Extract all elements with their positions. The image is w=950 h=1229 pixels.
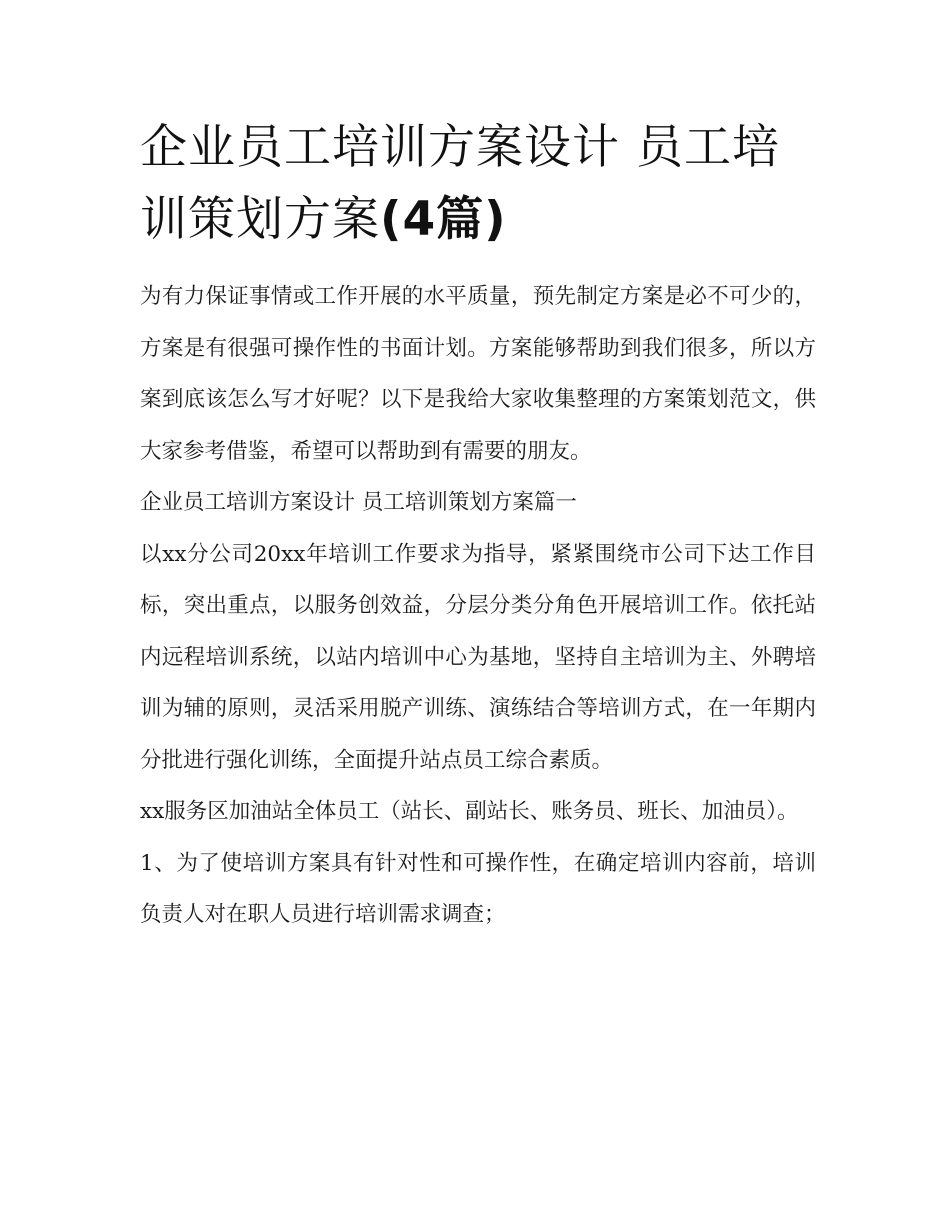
document-title-text: 企业员工培训方案设计 员工培训策划方案: [140, 120, 780, 247]
trainees-paragraph: xx服务区加油站全体员工（站长、副站长、账务员、班长、加油员）。: [140, 799, 799, 824]
guidance-paragraph: 以xx分公司20xx年培训工作要求为指导，紧紧围绕市公司下达工作目标，突出重点，以服务创效益，分层分类分角色开展培训工作。依托站内远程培训系统，以站内培训中心为基地，坚持自主培训为主、外聘培训为辅的原则，灵活采用脱产训练、演练结合等培训方式，在一年期内分批进行强化训练，全面提升站点员工综合素质。: [140, 541, 816, 773]
section-heading: 企业员工培训方案设计 员工培训策划方案篇一: [140, 490, 577, 515]
numbered-item-1: 1、为了使培训方案具有针对性和可操作性，在确定培训内容前，培训负责人对在职人员进行培训需求调查；: [140, 850, 816, 927]
intro-paragraph: 为有力保证事情或工作开展的水平质量，预先制定方案是必不可少的，方案是有很强可操作性的书面计划。方案能够帮助到我们很多，所以方案到底该怎么写才好呢？以下是我给大家收集整理的方案策划范文，供大家参考借鉴，希望可以帮助到有需要的朋友。: [140, 284, 816, 464]
document-body: [140, 112, 816, 941]
document-title: [140, 112, 816, 256]
document-title-count: (4篇): [380, 192, 507, 247]
